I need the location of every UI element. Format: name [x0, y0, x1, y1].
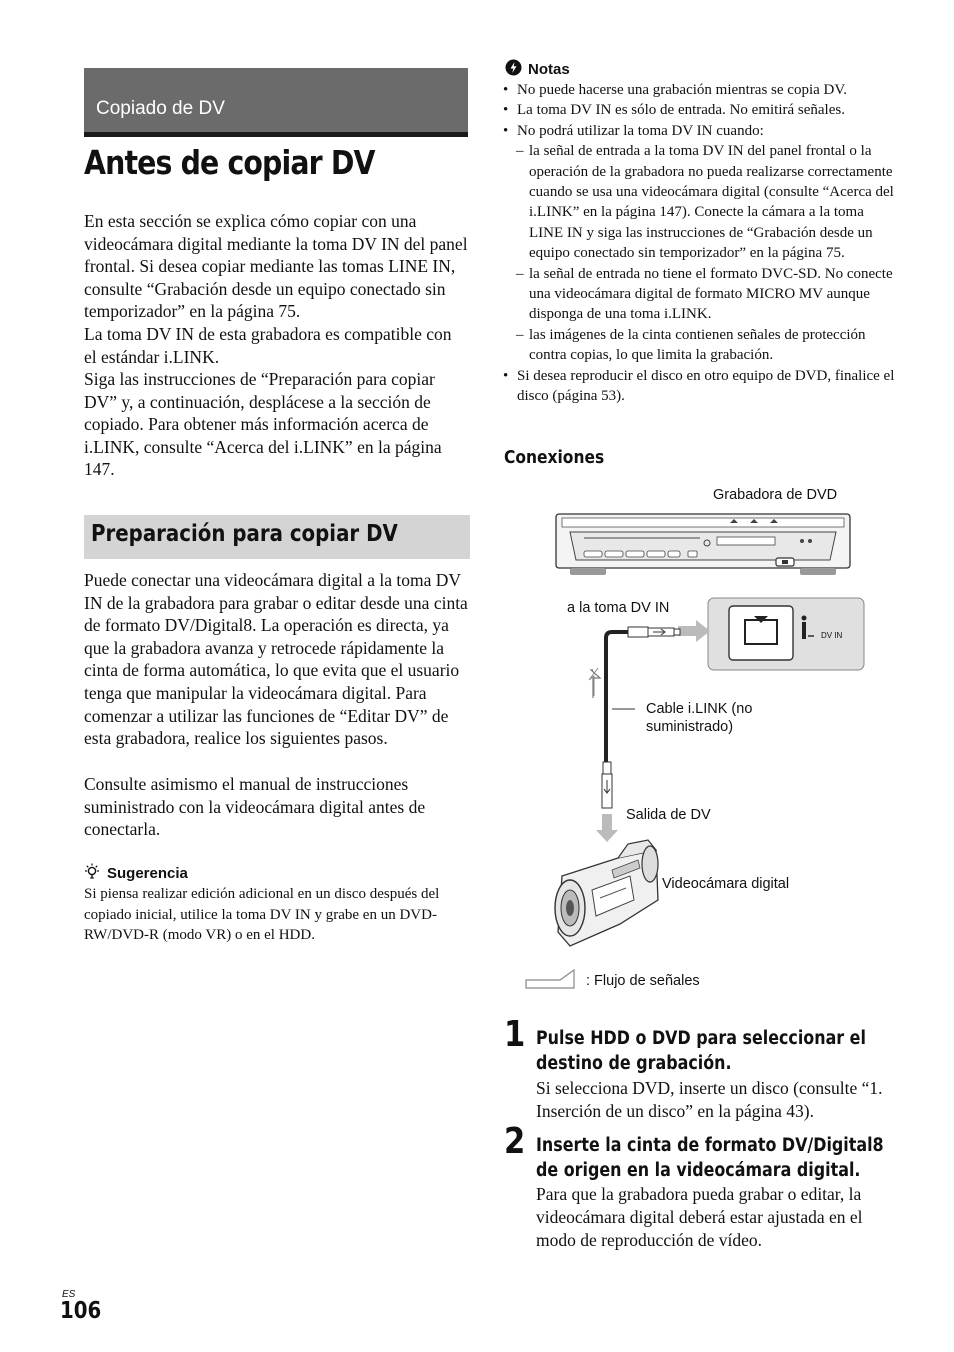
- step-1-body: Si selecciona DVD, inserte un disco (consulte “1. Inserción de un disco” en la página 43).: [536, 1078, 883, 1121]
- section-header-rule: [84, 132, 468, 137]
- signal-direction-arrow: [591, 670, 600, 698]
- note-sub-item: – la señal de entrada no tiene el formato DVC-SD. No conecte una videocámara digital de formato MICRO MV aunque disponga de una toma i.LINK.: [516, 265, 893, 323]
- page-number: 106: [60, 1298, 102, 1324]
- page-language-code: ES: [62, 1289, 76, 1300]
- camcorder-illustration: [555, 840, 658, 946]
- prep-paragraph-1: Puede conectar una videocámara digital a la toma DV IN de la grabadora para grabar o editar desde una cinta de formato DV/Digital8. La operación es directa, ya que la grabadora avanza y retrocede rápidamente la cinta de forma automática, lo que evita que el usuario tenga que manipular la videocámara digital. Para comenzar a utilizar las funciones de “Editar DV” de esta grabadora, realice los siguientes pasos.: [84, 570, 468, 749]
- note-item: • No puede hacerse una grabación mientras se copia DV.: [503, 82, 848, 98]
- step-2-body: Para que la grabadora pueda grabar o editar, la videocámara digital deberá estar ajustada en el modo de reproducción de vídeo.: [536, 1184, 863, 1250]
- signal-flow-legend-arrow: [526, 970, 574, 988]
- intro-paragraph-1: En esta sección se explica cómo copiar con una videocámara digital mediante la toma DV IN del panel frontal. Si desea copiar mediante las tomas LINE IN, consulte “Grabación desde un equipo conectado sin temporizador” en la página 75.: [84, 211, 468, 322]
- intro-paragraph-3: Siga las instrucciones de “Preparación para copiar DV” y, a continuación, desplácese a la sección de copiado. Para obtener más información acerca de i.LINK, consulte “Acerca del i.LINK” en la página 147.: [84, 369, 442, 480]
- prep-paragraph-2: Consulte asimismo el manual de instrucciones suministrado con la videocámara digital antes de conectarla.: [84, 774, 426, 840]
- connections-heading: Conexiones: [504, 447, 605, 468]
- label-dv-out: Salida de DV: [626, 807, 711, 823]
- step-1-number: 1: [504, 1014, 526, 1055]
- step-2-heading: Inserte la cinta de formato DV/Digital8 de origen en la videocámara digital.: [536, 1135, 884, 1181]
- notes-heading-label: Notas: [528, 61, 570, 78]
- note-sub-item: – la señal de entrada a la toma DV IN del panel frontal o la operación de la grabadora no pueda realizarse correctamente cuando se usa una videocámara digital (consulte “Acerca del i.LINK” en la página 147). Conecte la cámara a la toma LINE IN y siga las instrucciones de “Grabación desde un equipo conectado sin temporizador” en la página 75.: [516, 143, 894, 262]
- label-dv-in: a la toma DV IN: [567, 600, 670, 616]
- label-recorder: Grabadora de DVD: [713, 487, 838, 503]
- notes-list: [503, 80, 898, 407]
- dv-out-arrow: [596, 814, 618, 842]
- note-item: • No podrá utilizar la toma DV IN cuando:: [503, 122, 764, 139]
- label-camcorder: Videocámara digital: [662, 876, 790, 892]
- label-panel-dv-in: DV IN: [821, 631, 843, 640]
- dv-in-arrow: [678, 620, 710, 642]
- step-1-heading: Pulse HDD o DVD para seleccionar el destino de grabación.: [536, 1028, 866, 1074]
- section-label: Copiado de DV: [96, 98, 225, 119]
- lightbulb-icon: [84, 863, 100, 884]
- label-cable: Cable i.LINK (no suministrado): [646, 701, 753, 735]
- label-signal-flow: : Flujo de señales: [586, 973, 700, 989]
- ilink-cable: [606, 632, 628, 762]
- note-item: • Si desea reproducir el disco en otro equipo de DVD, finalice el disco (página 53).: [503, 367, 895, 405]
- page-title: Antes de copiar DV: [84, 143, 375, 182]
- notes-icon: [505, 59, 522, 80]
- tip-heading: [84, 863, 188, 884]
- note-item: • La toma DV IN es sólo de entrada. No emitirá señales.: [503, 102, 845, 119]
- intro-paragraph-2: La toma DV IN de esta grabadora es compatible con el estándar i.LINK.: [84, 324, 452, 367]
- tip-heading-label: Sugerencia: [107, 865, 188, 882]
- step-2-number: 2: [504, 1121, 526, 1162]
- note-sub-item: – las imágenes de la cinta contienen señales de protección contra copias, lo que limita la grabación.: [516, 326, 866, 364]
- notes-heading: [505, 59, 570, 80]
- prep-heading: Preparación para copiar DV: [91, 521, 398, 547]
- connection-diagram: [500, 480, 910, 1000]
- tip-text: Si piensa realizar edición adicional en un disco después del copiado inicial, utilice la toma DV IN y grabe en un DVD-RW/DVD-R (modo VR) o en el HDD.: [84, 886, 440, 944]
- dvd-recorder-illustration: [556, 514, 850, 575]
